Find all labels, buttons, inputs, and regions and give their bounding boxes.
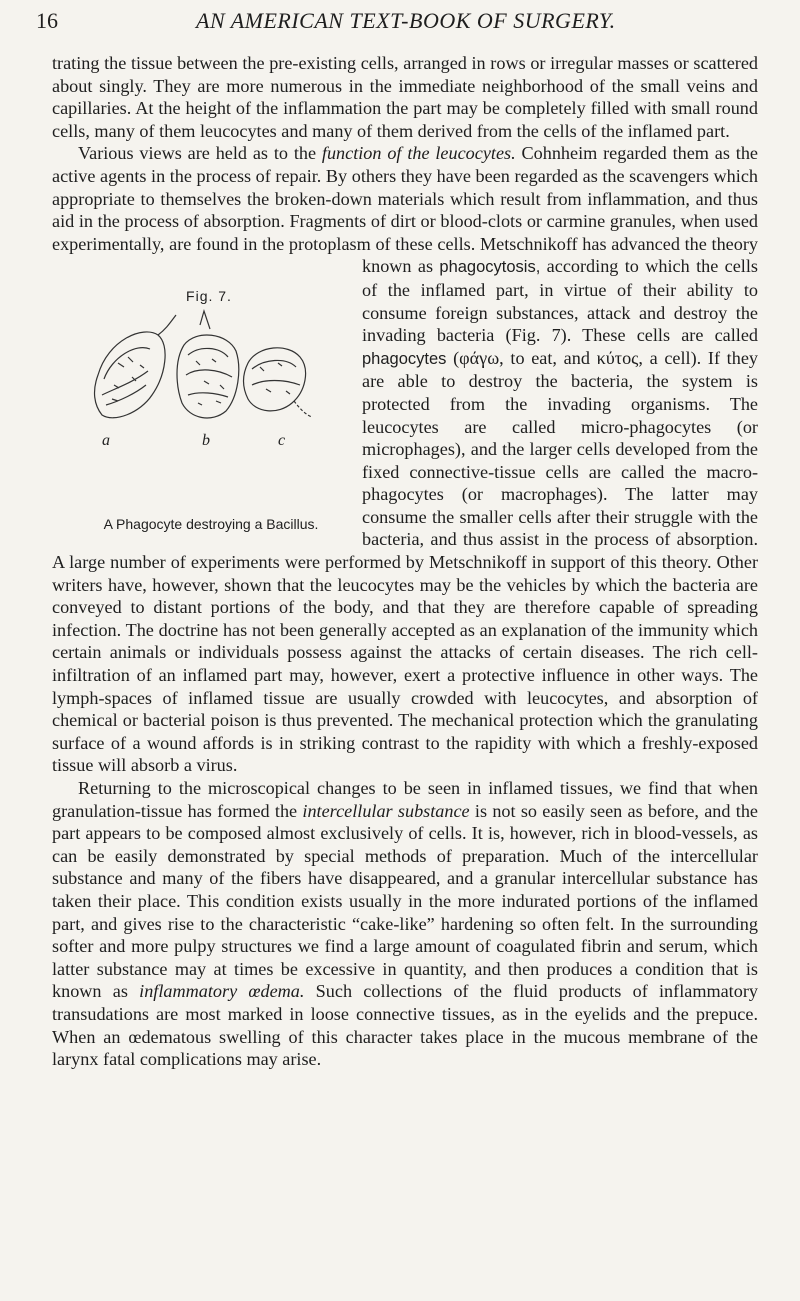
phagocyte-illustration	[88, 305, 313, 495]
running-title: AN AMERICAN TEXT-BOOK OF SURGERY.	[196, 8, 616, 33]
phagocyte-c	[244, 348, 313, 417]
figure-part-b: b	[202, 432, 210, 450]
figure-label: Fig. 7.	[186, 288, 232, 305]
p2-text-d: If they are able to destroy the bacteria, the system is protected from the invading organisms. The leucocytes are called micro-phagocytes (or microphages), and the larger cells developed from the fixed connective-tissue cells are called the macro-phagocytes (or macrophages). The latter may consume the smaller cells after their struggle with the bacteria, and thus assist in the process of absorption. A large number of experiments were performed by Metschnikoff in support of this theory. Other writers have, however, shown that the leucocytes may be the vehicles by which the bacteria are conveyed to distant portions of the body, and that they are therefore capable of spreading infection. The doctrine has not been generally accepted as an explanation of the immunity which certain animals or individuals possess against the attacks of certain diseases. The rich cell-infiltration of an inflamed part may, however, exert a protective influence in other ways. The lymph-spaces of inflamed tissue are usually crowded with leucocytes, and absorption of chemical or bacterial poison is thus prevented. The mechanical protection which the granulating surface of a wound affords is in striking contrast to the rapidity with which a freshly-exposed tissue will absorb a virus.	[52, 347, 758, 776]
paragraph-1: trating the tissue between the pre-existing cells, arranged in rows or irregular masses or scattered about singly. They are more numerous in the immediate neighborhood of the small veins and capillaries. At the height of the inflammation the part may be completely filled with small round cells, many of them leucocytes and many of them derived from the cells of the inflamed part.	[52, 53, 758, 141]
p3-text-b: is not so easily seen as before, and the part appears to be composed almost exclusively of cells. It is, however, rich in blood-vessels, as can be easily demonstrated by special methods of preparation. Much of the intercellular substance and many of the fibers have disappeared, and a granular intercellular substance has taken their place. This condition exists usually in the more indurated portions of the inflamed part, and gives rise to the characteristic “cake-like” hardening so often felt. In the surrounding softer and more pulpy structures we find a large amount of coagulated fibrin and serum, which latter substance may at times be excessive in quantity, and then produces a condition that is known as	[52, 800, 758, 1002]
p3-emphasis-oedema: inflammatory œdema.	[139, 981, 305, 1002]
p3-text-a: Returning to the microscopical changes to be seen in inflamed tissues, we find that when granulation-tissue has formed the	[52, 778, 758, 821]
figure-part-a: a	[102, 432, 110, 450]
p2-text-c: according to which the cells of the inflamed part, in virtue of their ability to consume foreign substances, attack and destroy the invading bacteria (Fig. 7). These cells are called	[362, 256, 758, 346]
p2-text-a: Various views are held as to the	[78, 143, 322, 164]
paragraph-2	[52, 142, 758, 777]
body-text	[52, 52, 758, 1071]
p2-emphasis: function of the leucocytes.	[321, 143, 516, 164]
greek-etymology: (φάγω, to eat, and κύτος, a cell).	[446, 347, 702, 368]
figure-caption: A Phagocyte destroying a Bacillus.	[103, 516, 319, 533]
page-header	[36, 8, 756, 38]
term-phagocytes: phagocytes	[362, 349, 447, 368]
page-number: 16	[36, 8, 58, 33]
phagocyte-a	[95, 315, 176, 418]
term-phagocytosis: phagocytosis,	[439, 258, 541, 277]
p2-text-b: Cohnheim regarded them as the active agents in the process of repair. By others they have been regarded as the scavengers which appropriate to themselves the broken-down materials which result from inflammation, and thus aid in the process of absorption. Fragments of dirt or blood-clots or carmine granules, when used experimentally, are found in the protoplasm of these cells. Metschnikoff has advanced the theory known as	[52, 143, 758, 277]
paragraph-3	[52, 777, 758, 1071]
figure-part-c: c	[278, 432, 286, 450]
p3-text-c: Such collections of the fluid products of inflammatory transudations are most marked in loose connective tissues, as in the eyelids and the prepuce. When an œdematous swelling of this character takes place in the mucous membrane of the larynx fatal complications may arise.	[52, 981, 758, 1070]
phagocyte-b	[177, 311, 239, 418]
figure-7	[46, 255, 350, 543]
p3-emphasis-intercellular: intercellular substance	[302, 800, 470, 821]
